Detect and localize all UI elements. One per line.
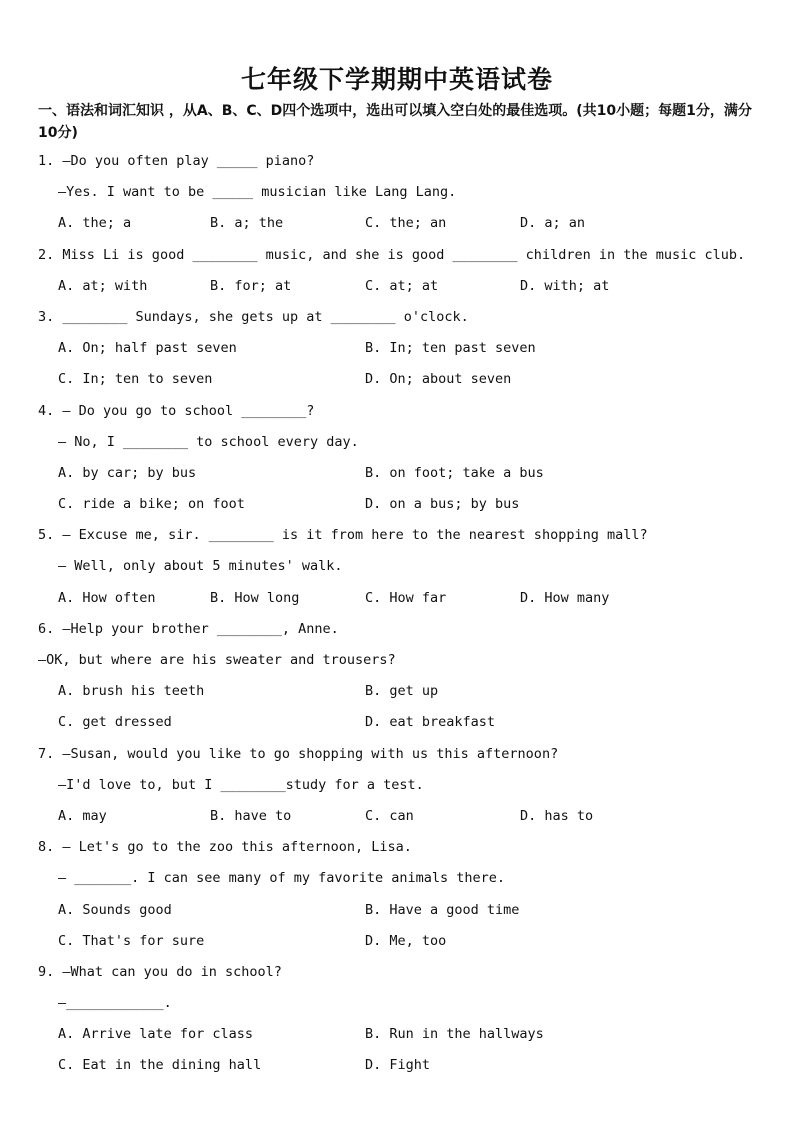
option-a[interactable]: A. the; a	[58, 215, 132, 232]
option-c[interactable]: C. Eat in the dining hall	[58, 1057, 262, 1074]
option-c[interactable]: C. the; an	[365, 215, 447, 232]
question-8-options-ab	[38, 895, 768, 926]
option-d[interactable]: D. with; at	[520, 277, 610, 294]
question-6-options-cd	[38, 707, 768, 738]
question-9-options-ab	[38, 1019, 768, 1050]
question-3-options-cd	[38, 364, 768, 395]
question-8-options-cd	[38, 926, 768, 957]
question-6-reply: —OK, but where are his sweater and trousers?	[38, 652, 396, 668]
question-3-options-ab	[38, 333, 768, 364]
option-c[interactable]: C. at; at	[365, 277, 439, 294]
question-6-options-ab	[38, 676, 768, 707]
option-b[interactable]: B. In; ten past seven	[365, 340, 536, 357]
option-d[interactable]: D. on a bus; by bus	[365, 496, 520, 513]
option-c[interactable]: C. In; ten to seven	[58, 371, 213, 388]
question-1-reply: —Yes. I want to be _____ musician like Lang Lang.	[58, 184, 457, 201]
question-4-options-cd	[38, 489, 768, 520]
option-a[interactable]: A. may	[58, 807, 107, 824]
option-d[interactable]: D. On; about seven	[365, 371, 512, 388]
question-1-options	[38, 208, 768, 239]
option-d[interactable]: D. Me, too	[365, 932, 447, 949]
question-2-stem: 2. Miss Li is good ________ music, and she is good ________ children in the music club.	[38, 246, 746, 263]
question-8-reply: — _______. I can see many of my favorite animals there.	[58, 870, 506, 887]
option-d[interactable]: D. a; an	[520, 215, 586, 232]
option-a[interactable]: A. Arrive late for class	[58, 1026, 254, 1043]
option-b[interactable]: B. get up	[365, 683, 439, 700]
question-8-stem: 8. — Let's go to the zoo this afternoon, Lisa.	[38, 839, 412, 856]
option-a[interactable]: A. at; with	[58, 277, 148, 294]
option-c[interactable]: C. How far	[365, 589, 447, 606]
question-4-options-ab	[38, 458, 768, 489]
option-b[interactable]: B. have to	[210, 807, 292, 824]
option-d[interactable]: D. Fight	[365, 1057, 431, 1074]
question-7-reply: —I'd love to, but I ________study for a test.	[58, 776, 424, 793]
option-d[interactable]: D. eat breakfast	[365, 714, 496, 731]
option-c[interactable]: C. get dressed	[58, 714, 172, 731]
option-b[interactable]: B. Run in the hallways	[365, 1026, 544, 1043]
option-d[interactable]: D. has to	[520, 807, 594, 824]
question-1-stem: 1. —Do you often play _____ piano?	[38, 153, 315, 169]
question-4-reply: — No, I ________ to school every day.	[58, 433, 359, 450]
question-9-stem: 9. —What can you do in school?	[38, 963, 282, 980]
option-c[interactable]: C. can	[365, 807, 414, 824]
page-title: 七年级下学期期中英语试卷	[240, 65, 553, 94]
option-b[interactable]: B. for; at	[210, 277, 292, 294]
question-list	[38, 146, 768, 1082]
question-3-stem: 3. ________ Sundays, she gets up at ________ o'clock.	[38, 308, 469, 325]
option-b[interactable]: B. a; the	[210, 215, 284, 232]
question-2-options	[38, 271, 768, 302]
option-a[interactable]: A. Sounds good	[58, 901, 172, 918]
section-heading: 一、语法和词汇知识 ，从A、B、C、D四个选项中，选出可以填入空白处的最佳选项。(共10小题；每题1分，满分10分)	[38, 103, 752, 141]
option-b[interactable]: B. How long	[210, 589, 300, 606]
question-9-options-cd	[38, 1050, 768, 1081]
option-a[interactable]: A. brush his teeth	[58, 683, 205, 700]
option-d[interactable]: D. How many	[520, 589, 610, 606]
option-b[interactable]: B. on foot; take a bus	[365, 464, 544, 481]
question-7-stem: 7. —Susan, would you like to go shopping with us this afternoon?	[38, 745, 559, 762]
option-b[interactable]: B. Have a good time	[365, 901, 520, 918]
question-7-options	[38, 801, 768, 832]
question-9-reply: —____________.	[58, 995, 172, 1012]
option-c[interactable]: C. ride a bike; on foot	[58, 496, 245, 513]
option-a[interactable]: A. by car; by bus	[58, 464, 197, 481]
question-5-reply: — Well, only about 5 minutes' walk.	[58, 558, 343, 575]
option-a[interactable]: A. How often	[58, 589, 156, 606]
question-4-stem: 4. — Do you go to school ________?	[38, 402, 315, 419]
question-5-options	[38, 583, 768, 614]
option-a[interactable]: A. On; half past seven	[58, 340, 237, 357]
question-5-stem: 5. — Excuse me, sir. ________ is it from here to the nearest shopping mall?	[38, 527, 648, 544]
question-6-stem: 6. —Help your brother ________, Anne.	[38, 620, 339, 637]
option-c[interactable]: C. That's for sure	[58, 932, 205, 949]
